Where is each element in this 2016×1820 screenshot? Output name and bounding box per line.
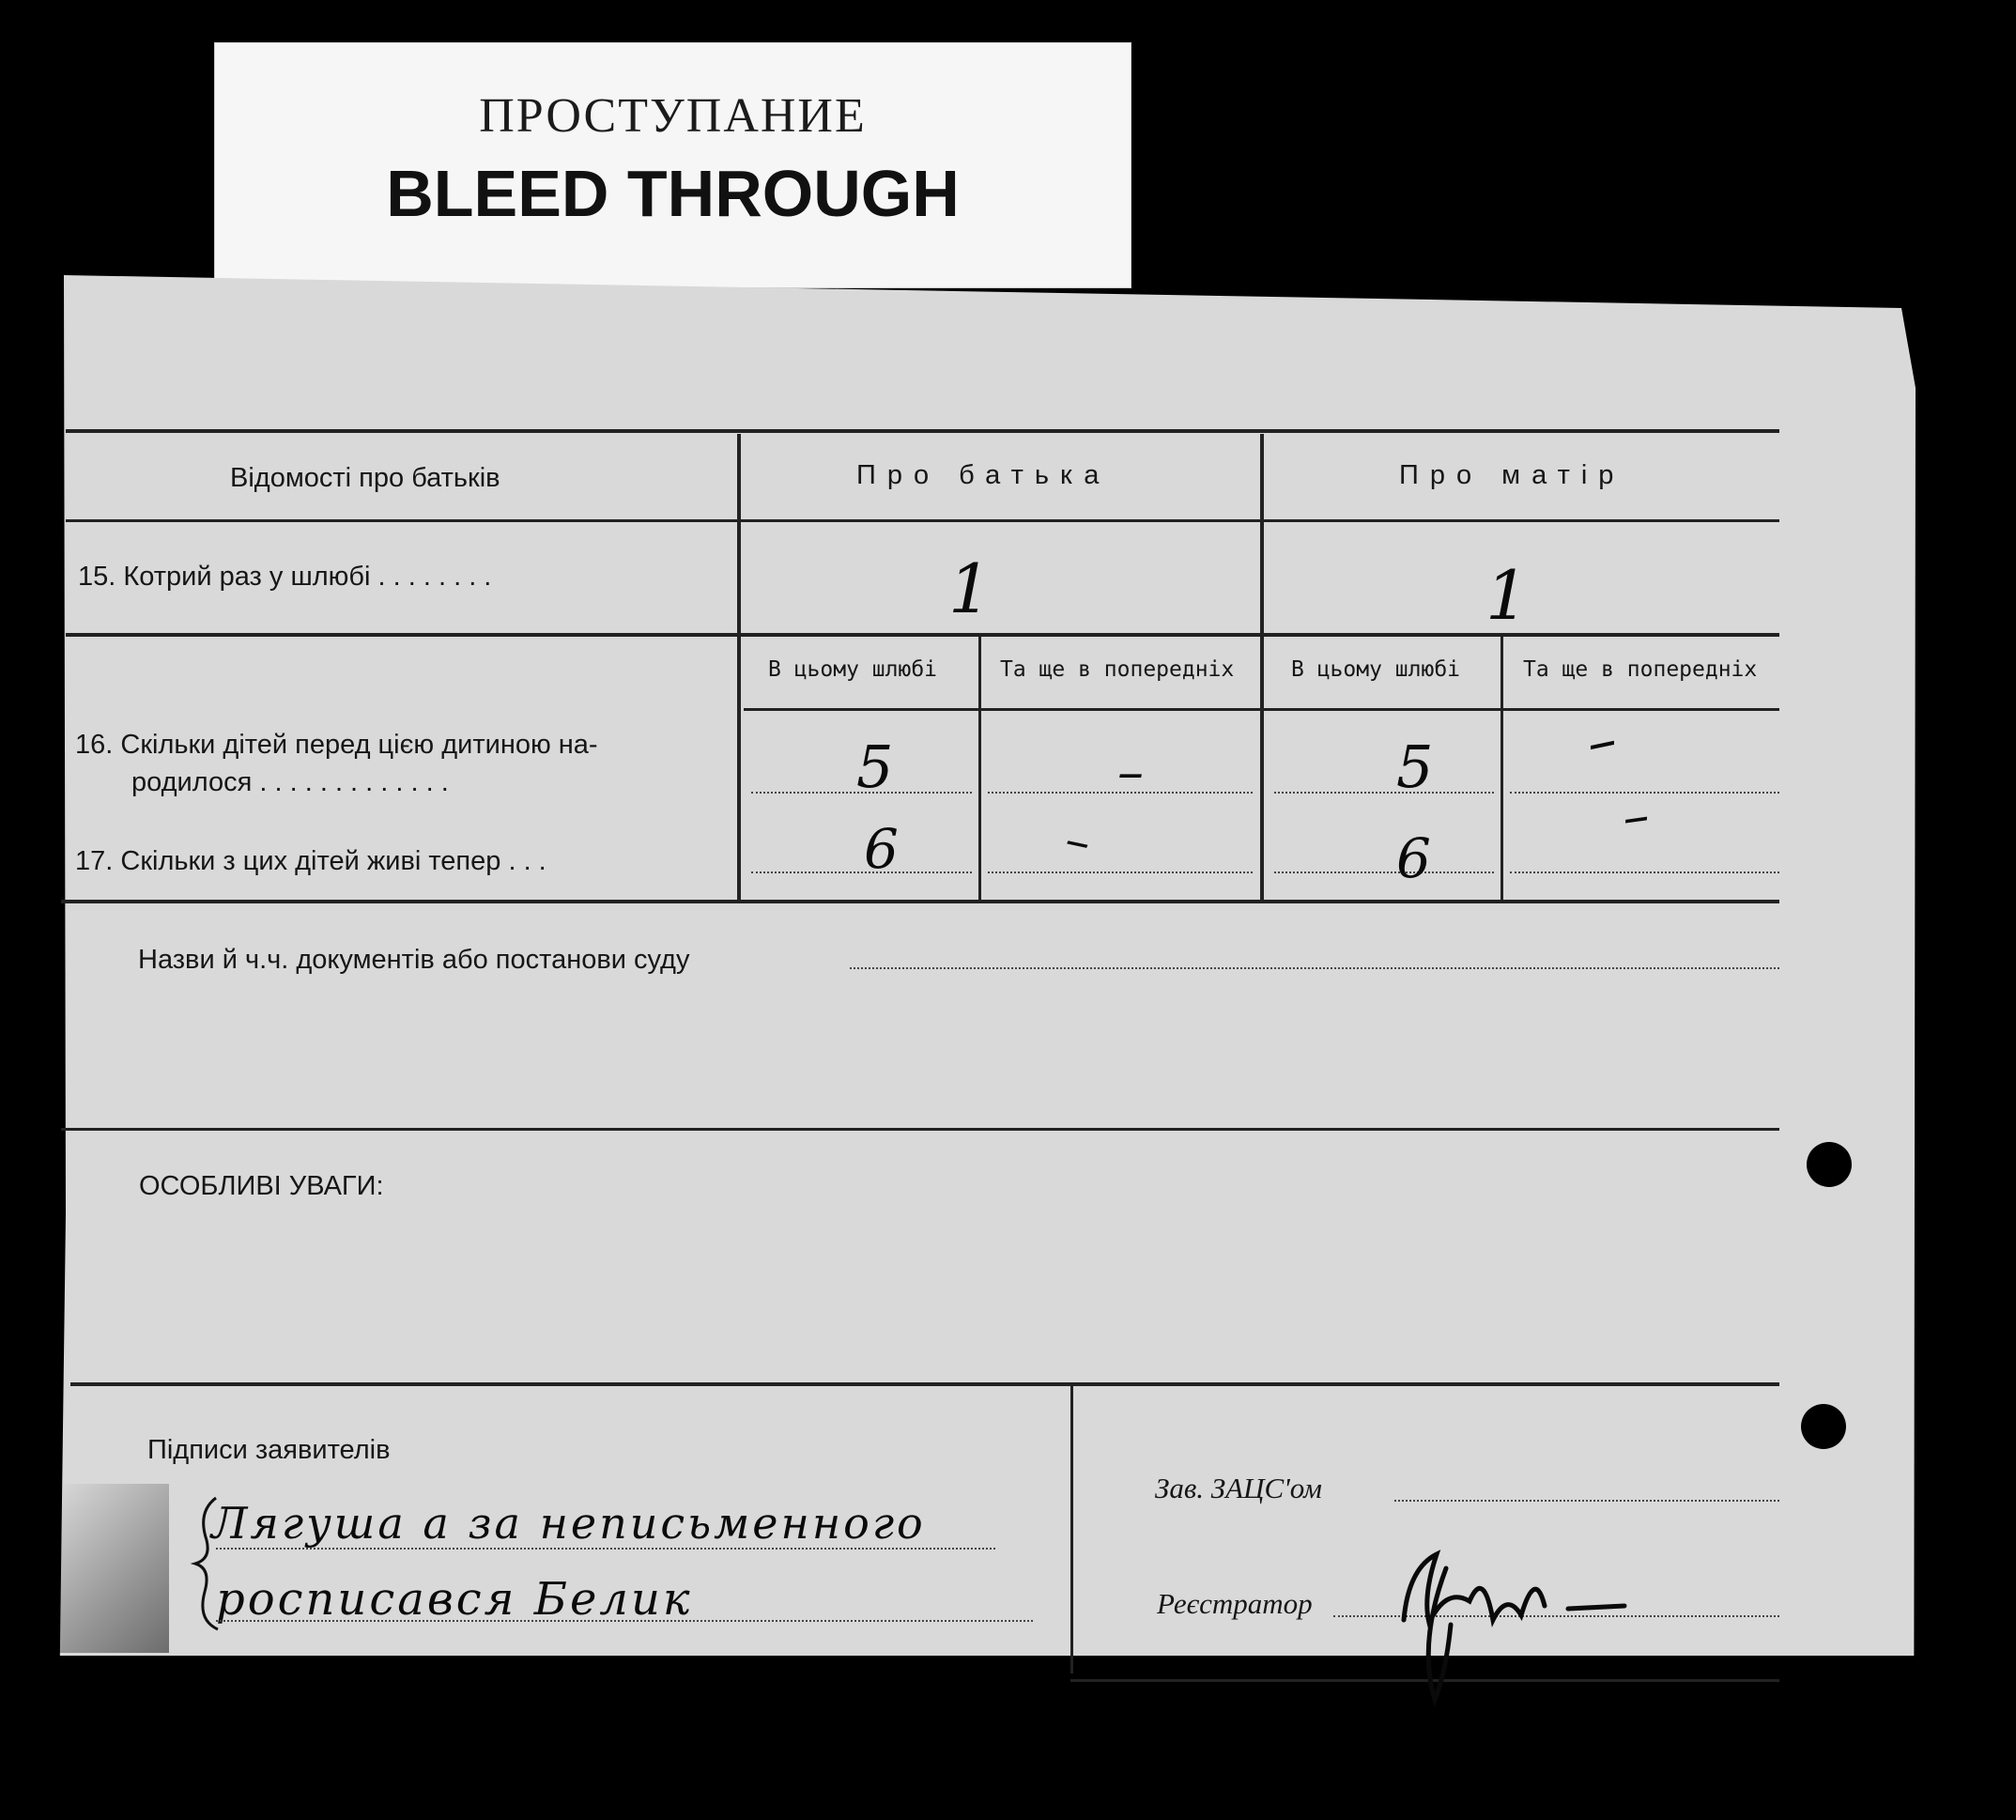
- row17-dotted-mother-prev: [1510, 871, 1779, 873]
- special-remarks-label: ОСОБЛИВІ УВАГИ:: [139, 1171, 384, 1201]
- mother-alive-this-marriage: 6: [1396, 826, 1431, 890]
- mother-marriage-count: 1: [1485, 556, 1529, 635]
- documents-label: Назви й ч.ч. документів або постанови суду: [138, 945, 690, 975]
- subheader-father-previous: Та ще в попередніх: [1000, 657, 1235, 682]
- row16-dotted-mother-this: [1274, 792, 1494, 794]
- registry-head-dotted-line: [1394, 1500, 1779, 1502]
- punch-hole-top: [1807, 1142, 1852, 1187]
- applicant-signature-line2: росписався Белик: [216, 1573, 693, 1626]
- registrar-label: Реєстратор: [1157, 1587, 1313, 1620]
- row16-label-line2: родилося . . . . . . . . . . . . .: [131, 767, 449, 797]
- col-divider-father-sub: [978, 633, 981, 900]
- registry-head-label: Зав. ЗАЦС'ом: [1155, 1472, 1322, 1504]
- header-parents-info: Відомості про батьків: [230, 463, 500, 493]
- label-russian: ПРОСТУПАНИЕ: [479, 89, 867, 143]
- header-about-mother: Про матір: [1399, 460, 1625, 490]
- table-bottom-rule: [61, 900, 1779, 903]
- table-top-rule: [66, 429, 1779, 433]
- remarks-top-rule: [61, 1128, 1779, 1131]
- col-divider-middle: [1260, 434, 1264, 903]
- row17-label: 17. Скільки з цих дітей живі тепер . . .: [75, 846, 546, 876]
- subheader-mother-previous: Та ще в попередніх: [1523, 657, 1758, 682]
- table-header-rule: [66, 519, 1779, 522]
- father-born-previous: –: [1117, 742, 1144, 803]
- bleed-through-label-card: [214, 42, 1131, 288]
- header-about-father: Про батька: [856, 460, 1111, 490]
- signature-section-top-rule: [70, 1382, 1779, 1386]
- signature-section-divider: [1070, 1382, 1073, 1673]
- registrar-signature: [1380, 1512, 1634, 1709]
- subheader-father-this-marriage: В цьому шлюбі: [768, 657, 938, 682]
- mother-alive-previous: –: [1618, 784, 1654, 849]
- row17-dotted-father-this: [751, 871, 972, 873]
- applicants-signatures-label: Підписи заявителів: [147, 1435, 391, 1465]
- label-english: BLEED THROUGH: [386, 157, 960, 230]
- subheader-mother-this-marriage: В цьому шлюбі: [1291, 657, 1461, 682]
- col-divider-mother-sub: [1500, 633, 1503, 900]
- row17-dotted-father-prev: [988, 871, 1253, 873]
- row17-dotted-mother-this: [1274, 871, 1494, 873]
- applicant-brace-icon: [188, 1493, 225, 1634]
- applicant-signature-line1: Лягуша а за неписьменного: [211, 1498, 926, 1549]
- row15-label: 15. Котрий раз у шлюбі . . . . . . . .: [78, 562, 492, 592]
- applicant-dotted-line1: [216, 1548, 995, 1550]
- mother-born-this-marriage: 5: [1396, 733, 1434, 801]
- sheet-corner-shadow: [56, 1484, 169, 1653]
- col-divider-left: [737, 434, 741, 903]
- father-alive-this-marriage: 6: [864, 817, 899, 881]
- father-alive-previous: –: [1060, 810, 1096, 872]
- punch-hole-bottom: [1801, 1404, 1846, 1449]
- father-marriage-count: 1: [948, 549, 992, 628]
- documents-dotted-line: [850, 967, 1779, 969]
- row16-label-line1: 16. Скільки дітей перед цією дитиною на-: [75, 730, 598, 760]
- applicant-dotted-line2: [216, 1620, 1033, 1622]
- mother-born-previous: –: [1579, 703, 1624, 778]
- father-born-this-marriage: 5: [856, 733, 894, 801]
